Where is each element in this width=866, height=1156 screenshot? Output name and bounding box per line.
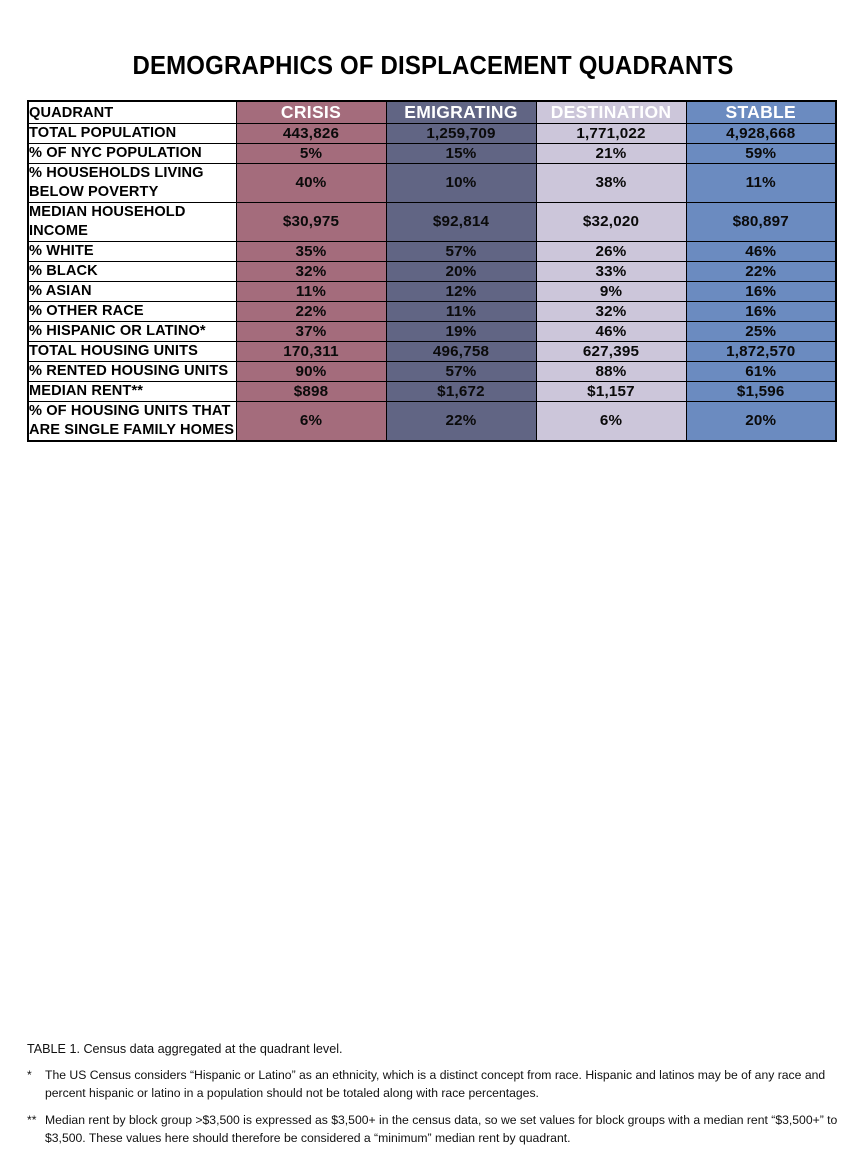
header-cell-crisis: CRISIS (236, 101, 386, 124)
cell-destination: $32,020 (536, 202, 686, 241)
cell-emigrating: 22% (386, 401, 536, 440)
cell-crisis: 32% (236, 261, 386, 281)
table-row (28, 401, 836, 440)
cell-emigrating: 496,758 (386, 341, 536, 361)
cell-stable: 22% (686, 261, 836, 281)
row-label: TOTAL POPULATION (28, 124, 236, 144)
demographics-table-wrapper (27, 100, 835, 442)
header-cell-stable: STABLE (686, 101, 836, 124)
cell-destination: 88% (536, 361, 686, 381)
table-row (28, 361, 836, 381)
cell-destination: 46% (536, 321, 686, 341)
cell-destination: 26% (536, 241, 686, 261)
table-row (28, 341, 836, 361)
cell-emigrating: $92,814 (386, 202, 536, 241)
cell-stable: 16% (686, 301, 836, 321)
footnote-marker-single-asterisk: * (27, 1067, 32, 1082)
table-row (28, 202, 836, 241)
table-row (28, 163, 836, 202)
table-row (28, 321, 836, 341)
row-label: % WHITE (28, 241, 236, 261)
cell-stable: 25% (686, 321, 836, 341)
table-row (28, 261, 836, 281)
cell-emigrating: 57% (386, 361, 536, 381)
footnote-median-rent-text: Median rent by block group >$3,500 is expressed as $3,500+ in the census data, so we set values for block groups with a median rent “$3,500+” to $3,500. These values here should therefore be considered a “minimum” median rent by quadrant. (45, 1112, 838, 1146)
table-row (28, 281, 836, 301)
cell-stable: 11% (686, 163, 836, 202)
cell-emigrating: 15% (386, 143, 536, 163)
table-row (28, 143, 836, 163)
cell-crisis: 11% (236, 281, 386, 301)
cell-crisis: $30,975 (236, 202, 386, 241)
table-notes (27, 1041, 849, 1156)
cell-destination: 1,771,022 (536, 124, 686, 144)
table-caption: TABLE 1. Census data aggregated at the quadrant level. (27, 1042, 343, 1056)
footnote-median-rent (27, 1111, 849, 1147)
cell-emigrating: 57% (386, 241, 536, 261)
cell-emigrating: 12% (386, 281, 536, 301)
cell-crisis: 37% (236, 321, 386, 341)
cell-destination: 21% (536, 143, 686, 163)
cell-emigrating: 10% (386, 163, 536, 202)
row-label: % HISPANIC OR LATINO* (28, 321, 236, 341)
cell-destination: $1,157 (536, 381, 686, 401)
cell-emigrating: $1,672 (386, 381, 536, 401)
demographics-table (27, 100, 837, 442)
row-label: MEDIAN RENT** (28, 381, 236, 401)
cell-stable: $1,596 (686, 381, 836, 401)
table-header (28, 101, 836, 124)
row-label: % OF HOUSING UNITS THAT ARE SINGLE FAMILY HOMES (28, 401, 236, 440)
row-label: TOTAL HOUSING UNITS (28, 341, 236, 361)
cell-destination: 38% (536, 163, 686, 202)
row-label: % HOUSEHOLDS LIVING BELOW POVERTY (28, 163, 236, 202)
cell-stable: 16% (686, 281, 836, 301)
table-row (28, 381, 836, 401)
footnote-marker-double-asterisk: ** (27, 1112, 37, 1127)
table-row (28, 301, 836, 321)
cell-destination: 33% (536, 261, 686, 281)
cell-emigrating: 20% (386, 261, 536, 281)
cell-stable: 59% (686, 143, 836, 163)
cell-crisis: 22% (236, 301, 386, 321)
table-body (28, 124, 836, 441)
cell-stable: 20% (686, 401, 836, 440)
cell-stable: $80,897 (686, 202, 836, 241)
header-quadrant-label: QUADRANT (28, 101, 236, 124)
header-cell-destination: DESTINATION (536, 101, 686, 124)
cell-stable: 61% (686, 361, 836, 381)
cell-stable: 1,872,570 (686, 341, 836, 361)
table-row (28, 124, 836, 144)
cell-emigrating: 19% (386, 321, 536, 341)
row-label: % RENTED HOUSING UNITS (28, 361, 236, 381)
cell-destination: 9% (536, 281, 686, 301)
cell-destination: 32% (536, 301, 686, 321)
table-row (28, 241, 836, 261)
cell-emigrating: 11% (386, 301, 536, 321)
row-label: % BLACK (28, 261, 236, 281)
cell-destination: 627,395 (536, 341, 686, 361)
cell-crisis: $898 (236, 381, 386, 401)
header-cell-emigrating: EMIGRATING (386, 101, 536, 124)
row-label: % ASIAN (28, 281, 236, 301)
cell-crisis: 35% (236, 241, 386, 261)
cell-crisis: 443,826 (236, 124, 386, 144)
cell-crisis: 40% (236, 163, 386, 202)
footnote-hispanic (27, 1066, 849, 1102)
cell-crisis: 170,311 (236, 341, 386, 361)
cell-crisis: 90% (236, 361, 386, 381)
footnote-hispanic-text: The US Census considers “Hispanic or Latino” as an ethnicity, which is a distinct concept from race. Hispanic and latinos may be of any race and percent hispanic or latino in a population should not be totaled along with race percentages. (45, 1067, 826, 1100)
cell-emigrating: 1,259,709 (386, 124, 536, 144)
cell-destination: 6% (536, 401, 686, 440)
cell-stable: 4,928,668 (686, 124, 836, 144)
page-title: DEMOGRAPHICS OF DISPLACEMENT QUADRANTS (132, 52, 734, 80)
cell-crisis: 5% (236, 143, 386, 163)
table-header-row (28, 101, 836, 124)
row-label: % OF NYC POPULATION (28, 143, 236, 163)
cell-crisis: 6% (236, 401, 386, 440)
cell-stable: 46% (686, 241, 836, 261)
row-label: % OTHER RACE (28, 301, 236, 321)
row-label: MEDIAN HOUSEHOLD INCOME (28, 202, 236, 241)
